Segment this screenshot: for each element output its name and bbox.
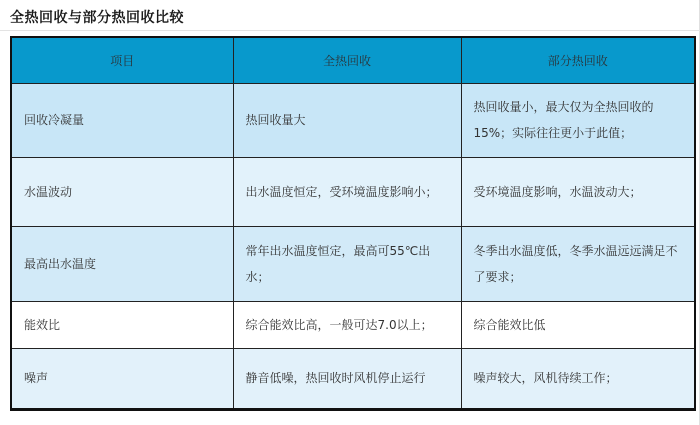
page-title: 全热回收与部分热回收比较	[10, 10, 184, 26]
cell-item: 能效比	[11, 301, 233, 348]
comparison-table	[10, 36, 696, 411]
table-row	[11, 83, 695, 157]
cell-full-recovery: 出水温度恒定，受环境温度影响小；	[233, 157, 461, 226]
cell-item: 噪声	[11, 348, 233, 409]
cell-full-recovery: 常年出水温度恒定，最高可55℃出水；	[233, 226, 461, 301]
cell-partial-recovery: 热回收量小，最大仅为全热回收的15%；实际往往更小于此值；	[461, 83, 695, 157]
cell-full-recovery: 热回收量大	[233, 83, 461, 157]
table-row	[11, 226, 695, 301]
header-cell-item: 项目	[11, 37, 233, 83]
title-divider	[0, 30, 700, 31]
header-cell-full-recovery: 全热回收	[233, 37, 461, 83]
cell-item: 回收冷凝量	[11, 83, 233, 157]
table-header-row	[11, 37, 695, 83]
cell-partial-recovery: 噪声较大，风机待续工作；	[461, 348, 695, 409]
table-row	[11, 348, 695, 409]
table-row	[11, 301, 695, 348]
cell-partial-recovery: 受环境温度影响，水温波动大；	[461, 157, 695, 226]
header-cell-partial-recovery: 部分热回收	[461, 37, 695, 83]
cell-partial-recovery: 冬季出水温度低，冬季水温远远满足不了要求；	[461, 226, 695, 301]
cell-item: 水温波动	[11, 157, 233, 226]
cell-partial-recovery: 综合能效比低	[461, 301, 695, 348]
cell-full-recovery: 静音低噪，热回收时风机停止运行	[233, 348, 461, 409]
table-row	[11, 157, 695, 226]
cell-full-recovery: 综合能效比高，一般可达7.0以上；	[233, 301, 461, 348]
cell-item: 最高出水温度	[11, 226, 233, 301]
